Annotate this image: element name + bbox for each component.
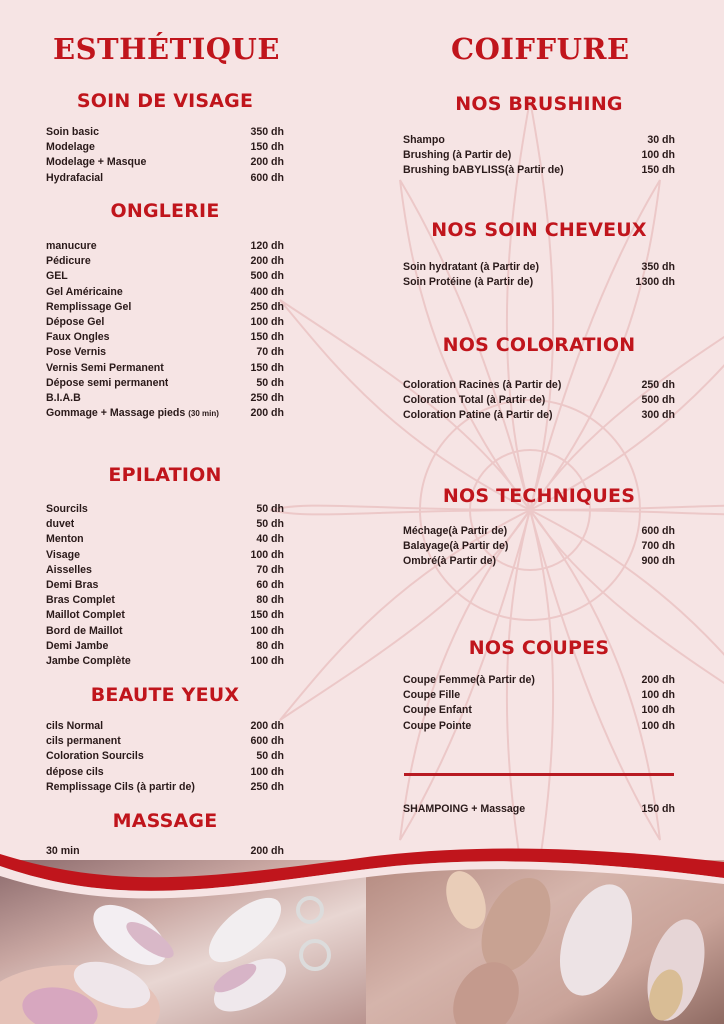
list-item: 30 min 200 dh [46, 845, 284, 857]
list-item: Coupe Pointe 100 dh [403, 719, 675, 732]
extra-list [403, 802, 675, 817]
epilation-list [46, 502, 284, 669]
section-title-massage: MASSAGE [112, 810, 218, 832]
divider-line [404, 773, 674, 776]
section-title-soin-visage: SOIN DE VISAGE [76, 90, 254, 112]
list-item: B.I.A.B 250 dh [46, 391, 284, 404]
section-title-coupes: NOS COUPES [468, 637, 610, 659]
list-item: Soin hydratant (à Partir de) 350 dh [403, 261, 675, 273]
list-item: Ombré(à Partir de) 900 dh [403, 555, 675, 568]
list-item: duvet 50 dh [46, 518, 284, 531]
esthetique-title: ESTHÉTIQUE [53, 32, 280, 66]
section-title-soin-cheveux: NOS SOIN CHEVEUX [431, 219, 647, 241]
list-item: Pose Vernis 70 dh [46, 346, 284, 359]
list-item: Faux Ongles 150 dh [46, 331, 284, 344]
wave-divider [0, 848, 724, 908]
soin-visage-list [46, 125, 284, 186]
list-item: Demi Bras 60 dh [46, 578, 284, 591]
section-title-beaute-yeux: BEAUTE YEUX [90, 684, 240, 706]
list-item: Brushing (à Partir de) 100 dh [403, 149, 675, 162]
list-item: Pédicure 200 dh [46, 255, 284, 268]
list-item: Dépose semi permanent 50 dh [46, 376, 284, 389]
list-item: Remplissage Cils (à partir de) 250 dh [46, 780, 284, 793]
list-item: Menton 40 dh [46, 533, 284, 546]
list-item: Visage 100 dh [46, 548, 284, 561]
list-item: Gel Américaine 400 dh [46, 285, 284, 298]
list-item: Bras Complet 80 dh [46, 594, 284, 607]
section-title-onglerie: ONGLERIE [110, 200, 220, 222]
section-title-coloration: NOS COLORATION [442, 334, 636, 356]
brushing-list [403, 133, 675, 179]
list-item: Modelage + Masque 200 dh [46, 156, 284, 169]
list-item: Soin Protéine (à Partir de) 1300 dh [403, 276, 675, 289]
section-title-brushing: NOS BRUSHING [455, 93, 623, 115]
section-title-techniques: NOS TECHNIQUES [442, 485, 636, 507]
list-item: Coloration Patine (à Partir de) 300 dh [403, 409, 675, 422]
list-item: Coloration Sourcils 50 dh [46, 750, 284, 763]
list-item: Coupe Femme(à Partir de) 200 dh [403, 674, 675, 686]
section-title-epilation: EPILATION [108, 464, 222, 486]
list-item: Méchage(à Partir de) 600 dh [403, 525, 675, 537]
list-item: dépose cils 100 dh [46, 765, 284, 778]
list-item: Coloration Total (à Partir de) 500 dh [403, 394, 675, 407]
mandala-decoration [270, 60, 724, 960]
list-item: Gommage + Massage pieds (30 min) 200 dh [46, 407, 284, 420]
list-item: Shampo 30 dh [403, 134, 675, 146]
list-item: SHAMPOING + Massage 150 dh [403, 803, 675, 815]
list-item: manucure 120 dh [46, 240, 284, 252]
list-item: Maillot Complet 150 dh [46, 609, 284, 622]
list-item: Soin basic 350 dh [46, 126, 284, 138]
onglerie-list [46, 239, 284, 421]
list-item: Coloration Racines (à Partir de) 250 dh [403, 379, 675, 391]
list-item: GEL 500 dh [46, 270, 284, 283]
list-item: Dépose Gel 100 dh [46, 315, 284, 328]
coupes-list [403, 673, 675, 734]
list-item: Demi Jambe 80 dh [46, 639, 284, 652]
list-item: Aisselles 70 dh [46, 563, 284, 576]
list-item: Hydrafacial 600 dh [46, 171, 284, 184]
techniques-list [403, 524, 675, 570]
beaute-yeux-list [46, 719, 284, 795]
list-item: Sourcils 50 dh [46, 503, 284, 515]
soin-cheveux-list [403, 260, 675, 290]
list-item: Coupe Fille 100 dh [403, 689, 675, 702]
list-item: Jambe Complète 100 dh [46, 654, 284, 667]
list-item: cils Normal 200 dh [46, 720, 284, 732]
list-item: Coupe Enfant 100 dh [403, 704, 675, 717]
coiffure-title: COIFFURE [451, 32, 630, 66]
list-item: Balayage(à Partir de) 700 dh [403, 540, 675, 553]
list-item: Remplissage Gel 250 dh [46, 300, 284, 313]
list-item: Brushing bABYLISS(à Partir de) 150 dh [403, 164, 675, 177]
list-item: Vernis Semi Permanent 150 dh [46, 361, 284, 374]
coloration-list [403, 378, 675, 424]
list-item: Modelage 150 dh [46, 141, 284, 154]
list-item: cils permanent 600 dh [46, 735, 284, 748]
list-item: Bord de Maillot 100 dh [46, 624, 284, 637]
